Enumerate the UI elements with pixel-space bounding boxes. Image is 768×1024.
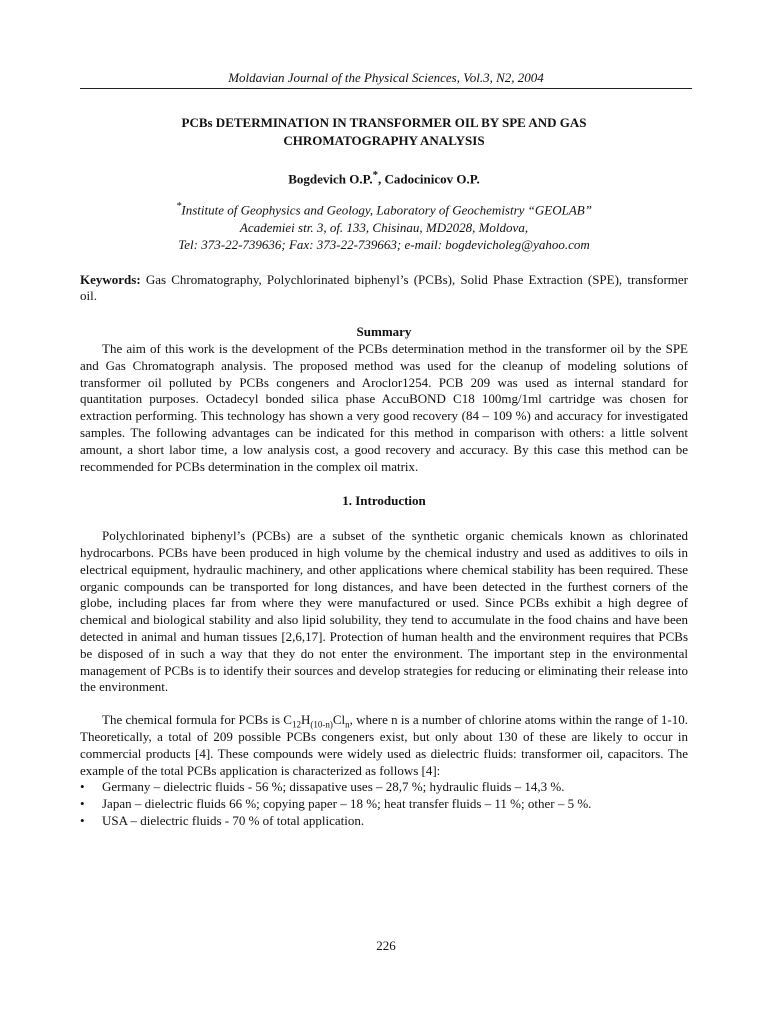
formula-subscript-chlorine: n [345, 719, 350, 730]
application-list [80, 779, 688, 829]
formula-subscript-hydrogen: (10-n) [310, 719, 333, 730]
bullet-icon: • [80, 779, 85, 795]
list-item [80, 779, 688, 796]
list-item-text: USA – dielectric fluids - 70 % of total application. [102, 812, 365, 828]
article-title [80, 114, 688, 150]
keywords-text: Gas Chromatography, Polychlorinated biphenyl’s (PCBs), Solid Phase Extraction (SPE), transformer oil. [80, 271, 688, 304]
affiliation-line-1 [80, 198, 688, 218]
keywords [80, 272, 688, 306]
bullet-icon: • [80, 812, 85, 828]
article-body [80, 114, 688, 830]
running-header: Moldavian Journal of the Physical Sciences, Vol.3, N2, 2004 [228, 70, 544, 85]
header-rule [80, 88, 692, 89]
introduction-paragraph-2 [80, 712, 688, 779]
affiliation-mark: * [176, 200, 182, 213]
formula-lead-text: The chemical formula for PCBs is C [102, 712, 292, 728]
formula-trailing-text: , where n is a number of chlorine atoms within the range of 1-10. Theoretically, a total of 209 possible PCBs congeners exist, but only about 130 of these are likely to occur in commercial products [4]. These compounds were widely used as dielectric fluids: transformer oil, capacitors. The example of the total PCBs application is characterized as follows [4]: [80, 712, 688, 778]
title-line-2: CHROMATOGRAPHY ANALYSIS [283, 133, 485, 148]
keywords-label: Keywords: [80, 271, 141, 287]
affiliation-line-3: Tel: 373-22-739636; Fax: 373-22-739663; e-mail: bogdevicholeg@yahoo.com [178, 236, 590, 252]
list-item [80, 813, 688, 830]
list-item-text: Germany – dielectric fluids - 56 %; dissapative uses – 28,7 %; hydraulic fluids – 14,3 %. [102, 779, 565, 795]
page-number: 226 [376, 938, 396, 953]
list-item [80, 796, 688, 813]
affiliation [80, 198, 688, 252]
summary-paragraph: The aim of this work is the development of the PCBs determination method in the transformer oil by the SPE and Gas Chromatograph analysis. The proposed method was used for the cleanup of modeling solutions of transformer oil polluted by PCBs congeners and Aroclor1254. PCB 209 was used as internal standard for quantitation purposes. Octadecyl bonded silica phase AccuBOND C18 100mg/1ml cartridge was chosen for extraction performing. This technology has shown a very good recovery (84 – 109 %) and accuracy for investigated samples. The following advantages can be indicated for this method in comparison with others: a little solvent amount, a short labor time, a low analysis cost, a good recovery and accuracy. By this case this method can be recommended for PCBs determination in the complex oil matrix. [80, 341, 688, 474]
formula-chlorine: Cl [332, 712, 346, 728]
author-1: Bogdevich O.P. [288, 171, 373, 187]
affiliation-institute: Institute of Geophysics and Geology, Laboratory of Geochemistry “GEOLAB” [181, 202, 592, 218]
title-line-1: PCBs DETERMINATION IN TRANSFORMER OIL BY SPE AND GAS [181, 115, 587, 130]
summary-heading: Summary [356, 324, 412, 340]
formula-hydrogen: H [300, 712, 311, 728]
introduction-paragraph-1: Polychlorinated biphenyl’s (PCBs) are a subset of the synthetic organic chemicals known as chlorinated hydrocarbons. PCBs have been produced in high volume by the chemical industry and used as additives to oils in electrical equipment, hydraulic machinery, and other applications where chemical stability has been required. These organic compounds can be transported for long distances, and have been detected in the furthest corners of the globe, including places far from where they were manufactured or used. Since PCBs exhibit a high degree of chemical and biological stability and also lipid solubility, they tend to accumulate in the food chains and have been detected in animal and human tissues [2,6,17]. Protection of human health and the environment requires that PCBs be disposed of in such a way that they do not enter the environment. The important step in the environmental management of PCBs is to identify their sources and develop strategies for reducing or eliminating their release into the environment. [80, 528, 688, 695]
affiliation-line-2: Academiei str. 3, of. 133, Chisinau, MD2028, Moldova, [239, 219, 529, 235]
list-item-text: Japan – dielectric fluids 66 %; copying paper – 18 %; heat transfer fluids – 11 %; other – 5 %. [102, 796, 592, 812]
formula-subscript-carbon: 12 [291, 719, 301, 730]
bullet-icon: • [80, 796, 85, 812]
author-footnote-mark: * [372, 169, 379, 181]
introduction-heading: 1. Introduction [342, 493, 426, 509]
author-list [80, 166, 688, 188]
author-2: , Cadocinicov O.P. [378, 171, 480, 187]
